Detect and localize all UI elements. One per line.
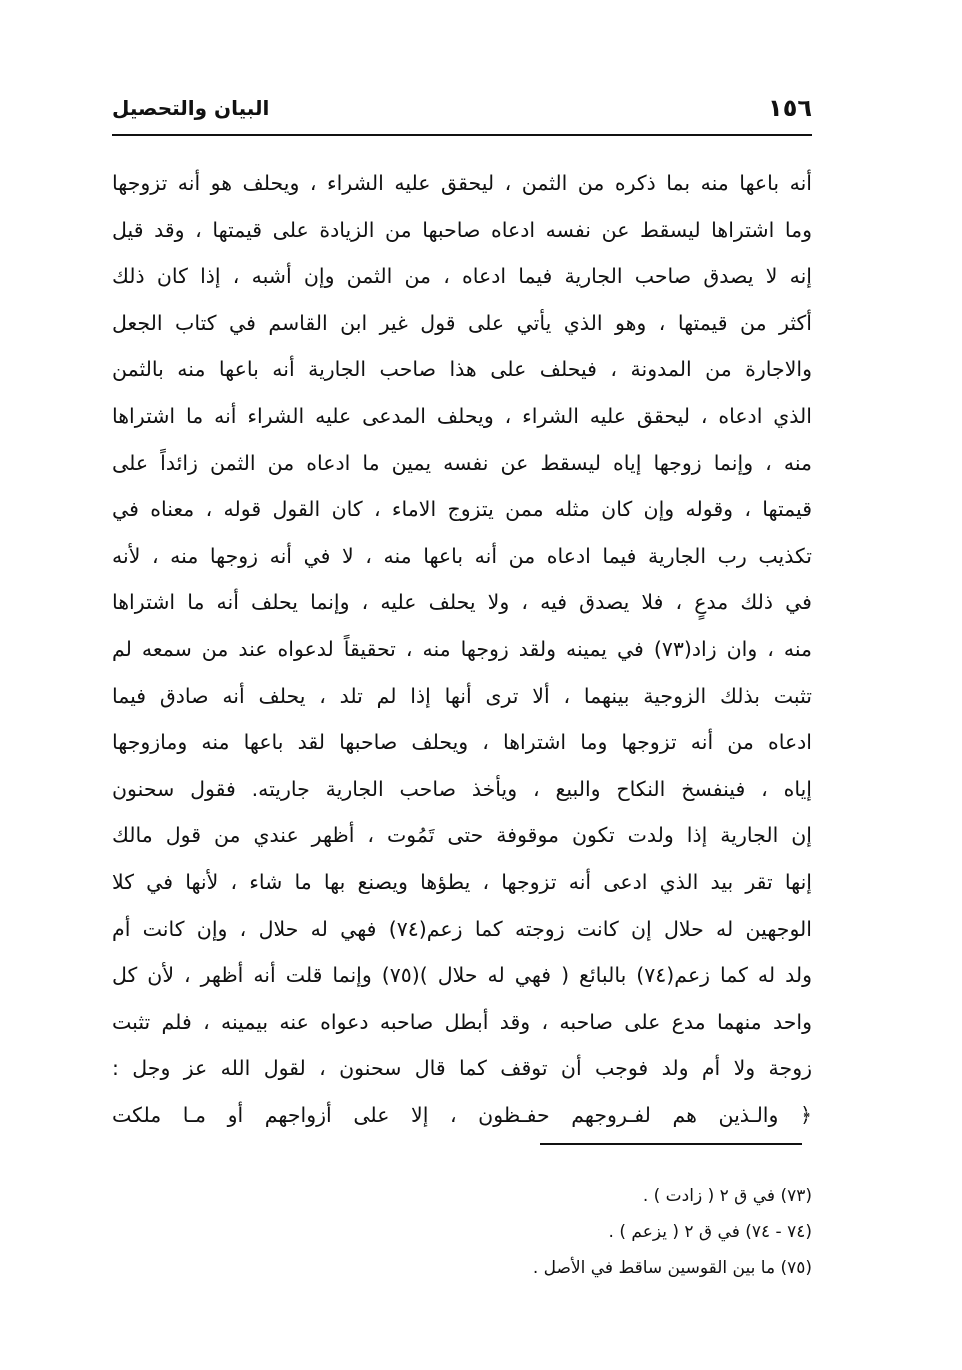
main-text [112,160,812,1138]
text-line: ولد له كما زعم(٧٤) بالبائع ( فهي له حلال )(٧٥) وإنما قلت أنه أظهر ، لأن كل [112,963,812,988]
running-title: البيان والتحصيل [112,96,270,120]
page-header [112,92,812,132]
text-line: إنه لا يصدق صاحب الجارية فيما ادعاه ، من الثمن وإن أشبه ، إذا كان ذلك [112,264,812,289]
text-line: الوجهين له حلال إن كانت زوجته كما زعم(٧٤) فهي له حلال ، وإن كانت أم [112,916,812,941]
text-line: ﴿ والـذين هم لفـروجهم حفـظون ، إلا على أزواجهم أو مـا ملكت [112,1102,812,1127]
page-number: ١٥٦ [768,94,812,122]
text-line: والاجارة من المدونة ، فيحلف على هذا صاحب الجارية أنه باعها منه بالثمن [112,357,812,382]
text-line: في ذلك مدعٍ ، فلا يصدق فيه ، ولا يحلف عليه ، وإنما يحلف أنه ما اشتراها [112,590,812,615]
text-line: تكذيب رب الجارية فيما ادعاه من أنه باعها منه ، لا في أنه زوجها منه ، لأنه [112,543,812,568]
text-line: منه ، وان زاد(٧٣) في يمينه ولقد زوجها منه ، تحقيقاً لدعواه عند من سمعه لم [112,636,812,661]
text-line: أنه باعها منه بما ذكره من الثمن ، ليحقق عليه الشراء ، ويحلف هو أنه تزوجها [112,171,812,195]
footnote-74: (٧٤ - ٧٤) في ق ٢ ( يزعم ) . [608,1222,812,1242]
text-line: وما اشتراها ليسقط عن نفسه ادعاه صاحبها من الزيادة على قيمتها ، وقد قيل [112,217,812,242]
footnote-73: (٧٣) في ق ٢ ( زادت ) . [642,1186,812,1206]
footnotes [312,1178,812,1286]
text-line: تثبت بذلك الزوجية بينهما ، ألا ترى أنها إذا لم تلد ، يحلف أنه صادق فيما [112,683,812,708]
header-divider [112,134,812,136]
text-line: واحد منهما مدع على صاحبه ، وقد أبطل صاحبه دعواه عنه بيمينه ، فلم تثبت [112,1009,812,1034]
text-line: منه ، وإنما زوجها إياه ليسقط عن نفسه يمين ما ادعاه من الثمن زائداً على [112,450,812,475]
text-line: إن الجارية إذا ولدت تكون موقوفة حتى تَمُوت ، أظهر عندي من قول مالك [112,823,812,848]
text-line: قيمتها ، وقوله وإن كان مثله ممن يتزوج الاماء ، كان القول قوله ، معناه في [112,497,812,522]
text-line: ادعاه من أنه تزوجها وما اشتراها ، ويحلف صاحبها لقد باعها منه ومازوجها [112,730,812,755]
footnote-divider [540,1143,802,1145]
text-line: الذي ادعاه ، ليحقق عليه الشراء ، ويحلف المدعى عليه الشراء أنه ما اشتراها [112,403,812,428]
footnote-75: (٧٥) ما بين القوسين ساقط في الأصل . [532,1258,812,1278]
text-line: زوجة ولا أم ولد فوجب أن توقف كما قال سحنون ، لقول الله عز وجل : [112,1056,812,1081]
text-line: إنها تقر بيد الذي ادعى أنه تزوجها ، يطؤها ويصنع بها ما شاء ، لأنها في كلا [112,869,812,894]
text-line: أكثر من قيمتها ، وهو الذي يأتي على قول غير ابن القاسم في كتاب الجعل [112,310,812,335]
text-line: إياه ، فينفسخ النكاح والبيع ، ويأخذ صاحب الجارية جاريته. فقول سحنون [112,776,812,801]
